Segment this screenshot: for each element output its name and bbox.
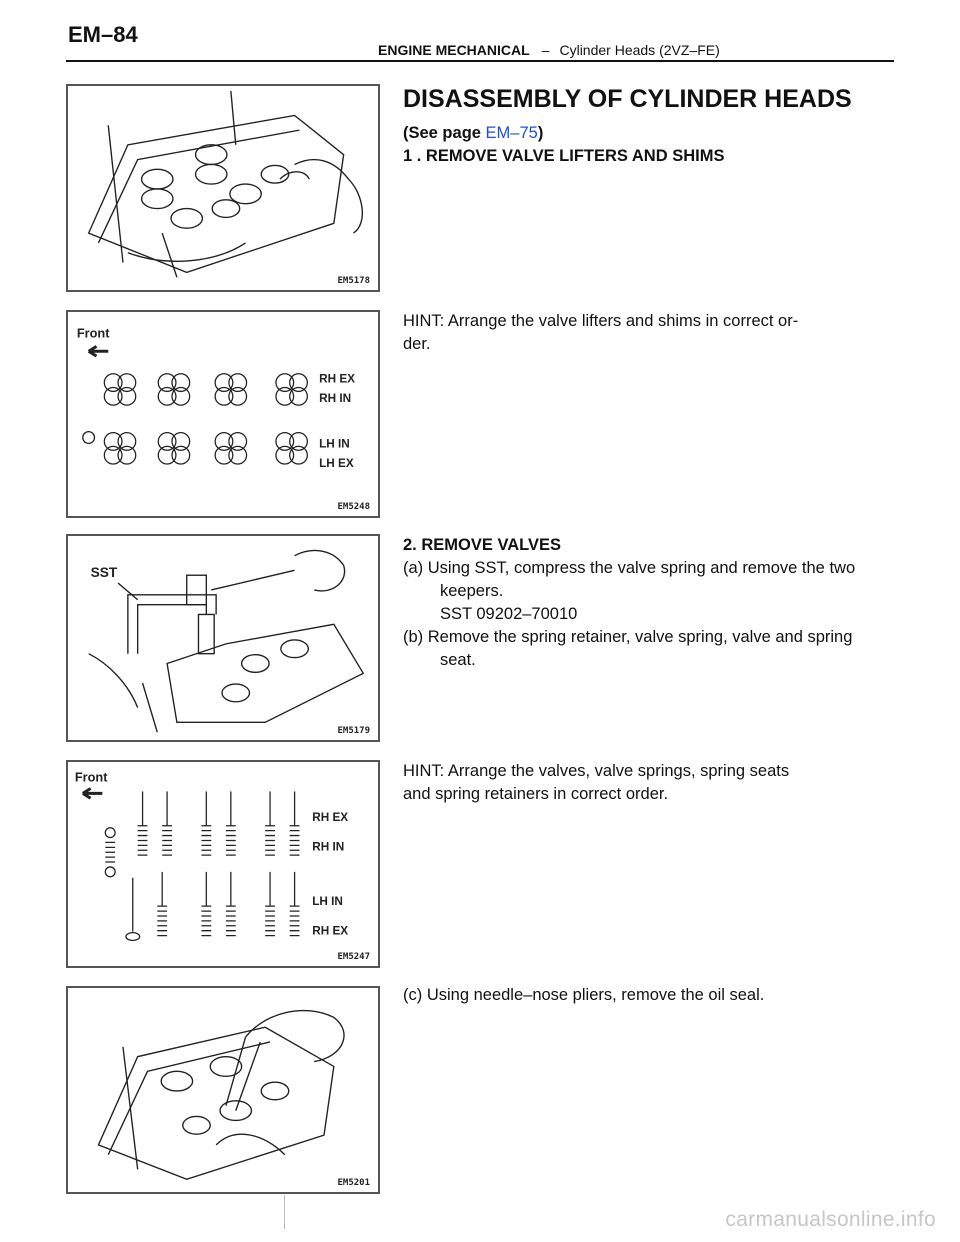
label-rh-ex: RH EX [312, 810, 349, 824]
crop-mark [284, 1195, 285, 1229]
header-rule [66, 60, 894, 62]
front-label: Front [76, 325, 110, 341]
label-rh-in: RH IN [312, 840, 345, 854]
label-lh-ex: LH EX [319, 456, 354, 470]
hint2-line2: and spring retainers in correct order. [403, 785, 669, 803]
header-separator: – [541, 42, 550, 58]
valve-layout-diagram [68, 762, 378, 966]
step2b-line1: (b) Remove the spring retainer, valve spring, valve and spring [403, 628, 853, 646]
label-lh-in: LH IN [319, 437, 350, 451]
see-page-prefix: (See page [403, 124, 486, 142]
hint2-section [403, 760, 903, 806]
step2a-sst: SST 09202–70010 [440, 605, 578, 623]
watermark: carmanualsonline.info [725, 1208, 936, 1231]
intro-section [403, 84, 903, 168]
step2a-line2: keepers. [440, 582, 504, 600]
pliers-illustration [68, 988, 378, 1192]
step-c-text: (c) Using needle–nose pliers, remove the oil seal. [403, 986, 765, 1004]
section-header [378, 42, 720, 58]
figure-lifter-arrangement [66, 310, 380, 518]
section-title: ENGINE MECHANICAL [378, 42, 530, 58]
label-rh-ex-2: RH EX [312, 924, 349, 938]
front-arrow-icon [83, 788, 103, 798]
front-arrow-icon [89, 346, 109, 356]
label-lh-in: LH IN [312, 895, 343, 909]
hint1-section [403, 310, 903, 356]
label-rh-in: RH IN [319, 392, 352, 406]
hint1-line1: HINT: Arrange the valve lifters and shims in correct or- [403, 312, 799, 330]
see-page-link[interactable]: EM–75 [485, 124, 538, 142]
step1-heading: 1 . REMOVE VALVE LIFTERS AND SHIMS [403, 147, 725, 165]
see-page-suffix: ) [537, 124, 544, 142]
subsection-title: Cylinder Heads (2VZ–FE) [559, 42, 720, 58]
hint2-line1: HINT: Arrange the valves, valve springs, spring seats [403, 762, 790, 780]
figure-code: EM5201 [337, 1178, 370, 1188]
page-number: EM–84 [68, 22, 138, 47]
front-label: Front [74, 769, 108, 785]
step2-heading: 2. REMOVE VALVES [403, 536, 562, 554]
lifter-layout-diagram [68, 312, 378, 516]
step2b-line2: seat. [440, 651, 476, 669]
see-page-reference [403, 122, 903, 145]
label-rh-ex: RH EX [319, 372, 356, 386]
figure-code: EM5248 [337, 502, 370, 512]
step-c-section [403, 984, 903, 1007]
figure-remove-lifters [66, 84, 380, 292]
page-title: DISASSEMBLY OF CYLINDER HEADS [403, 85, 852, 113]
figure-valve-arrangement [66, 760, 380, 968]
figure-compress-spring [66, 534, 380, 742]
sst-label: SST [90, 565, 118, 581]
figure-code: EM5178 [337, 276, 370, 286]
hint1-line2: der. [403, 335, 431, 353]
step2a-line1: (a) Using SST, compress the valve spring and remove the two [403, 559, 856, 577]
sst-illustration [68, 536, 378, 740]
step2-section [403, 534, 903, 672]
figure-code: EM5179 [337, 726, 370, 736]
figure-code: EM5247 [337, 952, 370, 962]
figure-remove-oil-seal [66, 986, 380, 1194]
lifters-illustration [68, 86, 378, 290]
